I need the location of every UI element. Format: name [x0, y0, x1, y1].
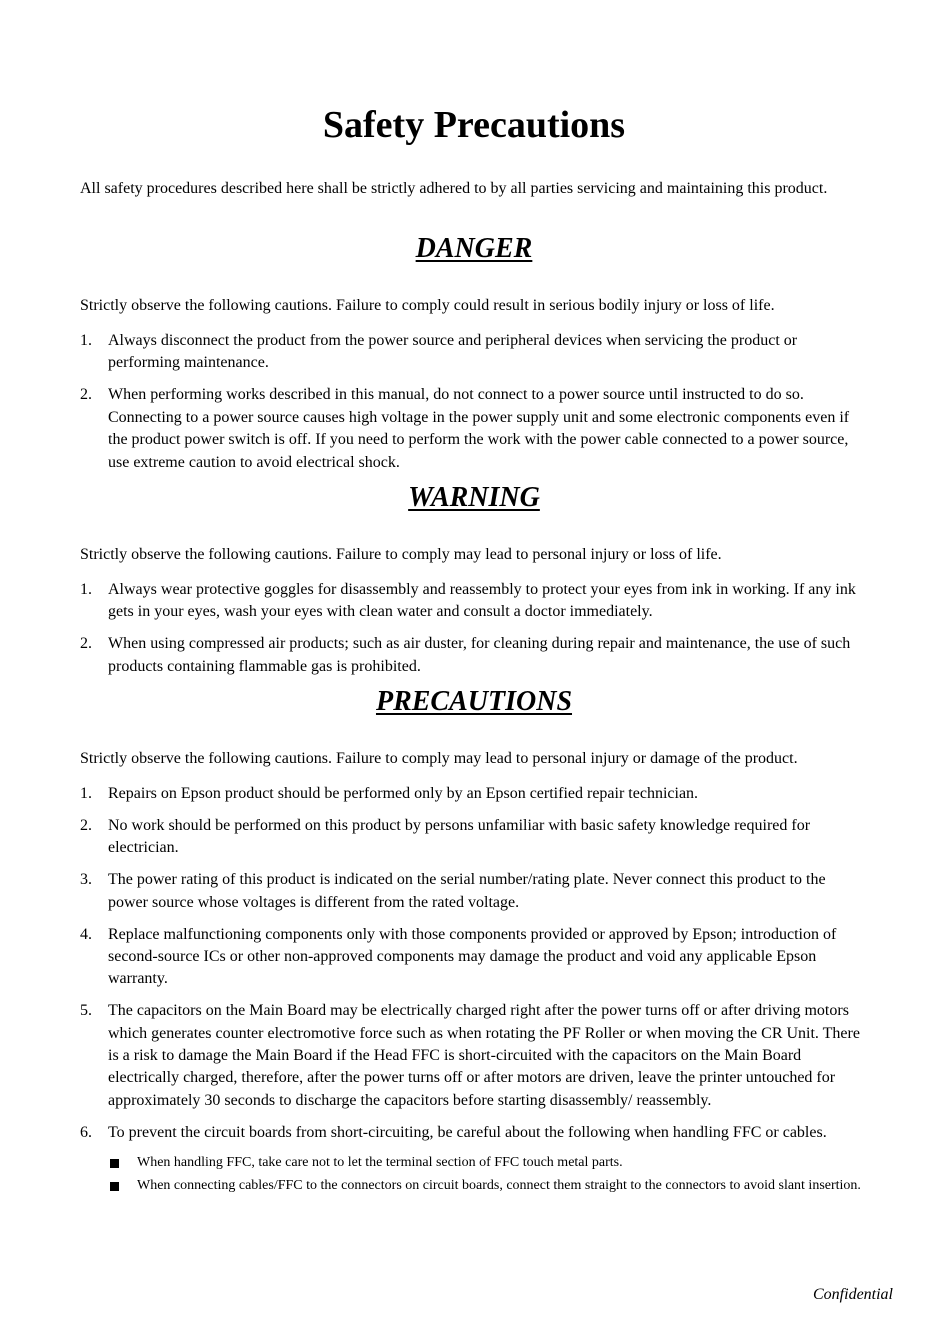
warning-heading: WARNING	[408, 482, 540, 513]
bullet-item	[108, 1176, 868, 1196]
footer-confidential: Confidential	[813, 1286, 893, 1303]
square-bullet-icon	[110, 1182, 119, 1191]
list-item	[80, 384, 868, 474]
danger-list	[80, 330, 868, 483]
item-number: 1.	[80, 581, 92, 598]
item-number: 2.	[80, 386, 92, 404]
item-number: 1.	[80, 332, 92, 349]
item-number: 2.	[80, 816, 92, 834]
list-item	[80, 633, 868, 678]
item-text: Always disconnect the product from the power source and peripheral devices when servicing the product or performing maintenance.	[108, 332, 798, 372]
item-number: 3.	[80, 871, 92, 889]
warning-intro: Strictly observe the following cautions. Failure to comply may lead to personal injury or loss of life.	[80, 546, 722, 563]
item-text: The capacitors on the Main Board may be electrically charged right after the power turns off or after driving motors which generates counter electromotive force such as when rotating the PF Roller or when moving the CR Unit. There is a risk to damage the Main Board if the Head FFC is short-circuited with the capacitors on the Main Board electrically charged, therefore, after the power turns off or after motors are driven, leave the printer untouched for approximately 30 seconds to discharge the capacitors before starting disassembly/ reassembly.	[108, 1002, 860, 1109]
item-text: Repairs on Epson product should be performed only by an Epson certified repair technician.	[108, 785, 699, 802]
item-number: 6.	[80, 1123, 92, 1141]
bullet-text: When connecting cables/FFC to the connectors on circuit boards, connect them straight to the connectors to avoid slant insertion.	[137, 1177, 861, 1193]
bullet-item	[108, 1153, 868, 1173]
item-text: Replace malfunctioning components only with those components provided or approved by Epson; introduction of second-source ICs or other non-approved components may damage the product and void any applicable Epson warranty.	[108, 925, 837, 988]
item-text: To prevent the circuit boards from short-circuiting, be careful about the following when handling FFC or cables.	[108, 1123, 827, 1141]
intro-paragraph: All safety procedures described here shall be strictly adhered to by all parties servicing and maintaining this product.	[80, 180, 828, 197]
warning-list	[80, 579, 868, 688]
list-item	[80, 783, 868, 805]
list-item	[80, 924, 868, 991]
item-number: 4.	[80, 925, 92, 943]
bullet-text: When handling FFC, take care not to let the terminal section of FFC touch metal parts.	[137, 1155, 623, 1171]
precautions-heading: PRECAUTIONS	[375, 686, 573, 717]
item-text: When using compressed air products; such as air duster, for cleaning during repair and maintenance, the use of such products containing flammable gas is prohibited.	[108, 635, 851, 675]
item-number: 5.	[80, 1002, 92, 1020]
danger-heading: DANGER	[415, 233, 533, 264]
item-text: The power rating of this product is indicated on the serial number/rating plate. Never connect this product to the power source whose voltages is different from the rated voltage.	[108, 871, 826, 911]
list-item	[80, 869, 868, 914]
item-number: 1.	[80, 785, 92, 802]
list-item	[80, 579, 868, 624]
item-text: Always wear protective goggles for disassembly and reassembly to protect your eyes from ink in working. If any ink gets in your eyes, wash your eyes with clean water and consult a doctor immediately.	[108, 581, 856, 621]
item-number: 2.	[80, 635, 92, 653]
item-text: No work should be performed on this product by persons unfamiliar with basic safety knowledge required for electrician.	[108, 816, 811, 857]
list-item	[80, 1122, 868, 1195]
list-item	[80, 815, 868, 860]
item-text: When performing works described in this manual, do not connect to a power source until instructed to do so. Connecting to a power source causes high voltage in the power supply unit and some electronic components even if the product power switch is off. If you need to perform the work with the power cable connected to a power source, use extreme caution to avoid electrical shock.	[108, 386, 850, 471]
bullet-list	[108, 1153, 868, 1195]
page-title: Safety Precautions	[322, 104, 626, 146]
list-item	[80, 330, 868, 375]
danger-intro: Strictly observe the following cautions. Failure to comply could result in serious bodily injury or loss of life.	[80, 297, 775, 314]
square-bullet-icon	[110, 1159, 119, 1168]
precautions-intro: Strictly observe the following cautions. Failure to comply may lead to personal injury or damage of the product.	[80, 750, 798, 767]
list-item	[80, 1000, 868, 1112]
precautions-list	[80, 783, 868, 1205]
